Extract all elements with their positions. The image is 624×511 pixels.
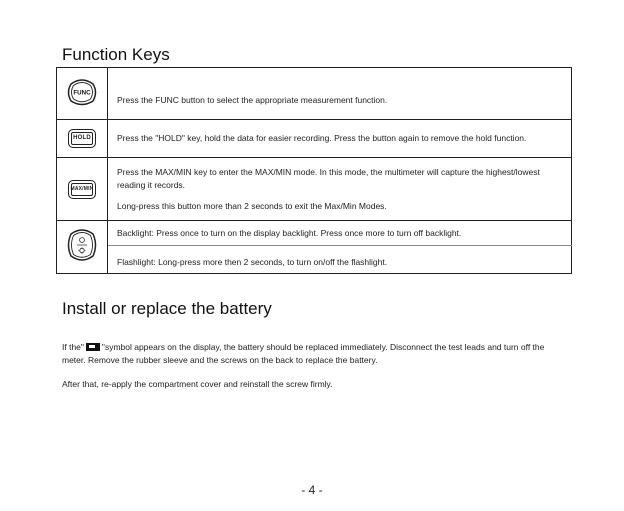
flashlight-text: Flashlight: Long-press more then 2 seconds, to turn on/off the flashlight. — [117, 257, 388, 267]
low-battery-icon — [86, 343, 100, 351]
hold-key-description — [108, 120, 572, 158]
battery-text-before: If the" — [62, 342, 84, 352]
svg-text:FUNC: FUNC — [73, 89, 91, 96]
hold-key-icon-cell — [57, 120, 108, 158]
function-keys-heading: Function Keys — [62, 45, 170, 64]
func-key-description — [108, 68, 572, 120]
func-key-row — [57, 68, 572, 120]
maxmin-key-text: Press the MAX/MIN key to enter the MAX/MIN mode. In this mode, the multimeter will capture the highest/lowest reading it records. — [117, 166, 540, 190]
battery-text-after: "symbol appears on the display, the battery should be replaced immediately. Disconnect the test leads and turn off the meter. Remove the rubber sleeve and the screws on the back to replace the battery. — [62, 342, 545, 365]
maxmin-key-description — [108, 158, 572, 221]
light-key-icon — [65, 225, 99, 269]
hold-key-text: Press the "HOLD" key, hold the data for easier recording. Press the button again to remove the hold function. — [117, 133, 527, 143]
battery-heading: Install or replace the battery — [62, 299, 272, 318]
flashlight-row — [57, 246, 572, 274]
page-number: - 4 - — [301, 483, 323, 497]
maxmin-key-icon-cell — [57, 158, 108, 221]
func-key-icon-cell — [57, 68, 108, 120]
flashlight-description — [108, 246, 572, 274]
function-keys-table — [56, 67, 572, 274]
battery-reassemble-text: After that, re-apply the compartment cover and reinstall the screw firmly. — [62, 379, 333, 389]
maxmin-key-icon: MAX/MIN — [68, 180, 96, 199]
backlight-description — [108, 221, 572, 246]
func-key-text: Press the FUNC button to select the appropriate measurement function. — [117, 95, 388, 105]
maxmin-key-row — [57, 158, 572, 221]
maxmin-exit-text: Long-press this button more than 2 seconds to exit the Max/Min Modes. — [117, 200, 387, 211]
light-key-row — [57, 221, 572, 246]
hold-key-icon: HOLD — [68, 129, 96, 148]
func-key-icon — [65, 75, 99, 113]
backlight-text: Backlight: Press once to turn on the display backlight. Press once more to turn off backlight. — [117, 227, 462, 238]
light-key-icon-cell — [57, 221, 108, 274]
hold-key-row — [57, 120, 572, 158]
battery-paragraph — [62, 341, 562, 367]
